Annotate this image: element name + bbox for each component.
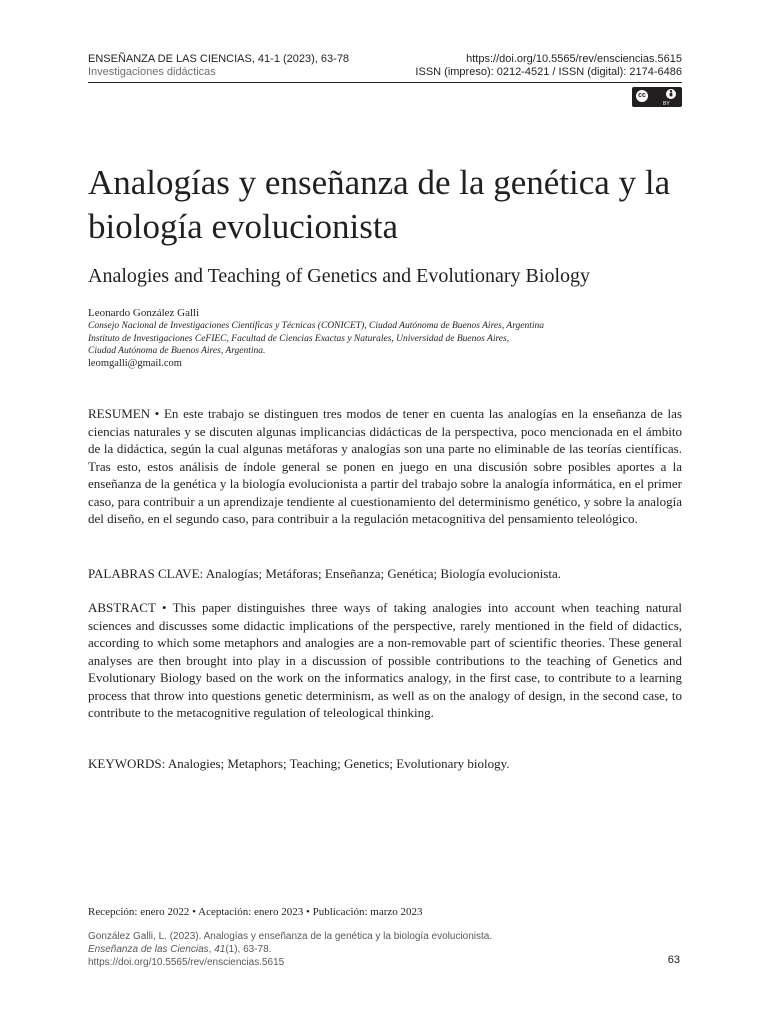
abstract-text: This paper distinguishes three ways of taking analogies into account when teaching natural sciences and discusses some didactic implications of the perspective, rarely mentioned in the field of didactics, according to which some metaphors and analogies are a non-removable part of scientific theories. These general analyses are then brought into play in a discussion of possible contributions to the teaching of Genetics and Evolutionary Biology based on the work on the informatics analogy, in the first case, to contribute to a learning process that throw into questions genetic determinism, as well as on the analogy of design, in the second case, to contribute to the metacognitive regulation of teleological thinking. <box>88 600 683 720</box>
issn-text: ISSN (impreso): 0212-4521 / ISSN (digital): 2174-6486 <box>415 66 682 78</box>
citation-journal: Enseñanza de las Ciencias <box>88 944 209 955</box>
publication-dates: Recepción: enero 2022 • Aceptación: enero 2023 • Publicación: marzo 2023 <box>88 906 423 918</box>
journal-header: ENSEÑANZA DE LAS CIENCIAS, 41-1 (2023), 63-78 <box>88 53 350 65</box>
article-subtitle: Analogies and Teaching of Genetics and Evolutionary Biology <box>88 265 591 287</box>
citation-separator: , <box>208 944 215 955</box>
abstract-paragraph <box>88 599 682 722</box>
affiliation-line-3: Ciudad Autónoma de Buenos Aires, Argentina. <box>88 346 266 356</box>
affiliation-line-1: Consejo Nacional de Investigaciones Científicas y Técnicas (CONICET), Ciudad Autónoma de Buenos Aires, Argentina <box>88 321 545 331</box>
palabras-clave-label: PALABRAS CLAVE: <box>88 566 204 581</box>
abstract-label: ABSTRACT • <box>88 600 167 615</box>
article-title: Analogías y enseñanza de la genética y la biología evolucionista <box>88 163 671 246</box>
keywords-text: Analogies; Metaphors; Teaching; Genetics; Evolutionary biology. <box>167 756 510 771</box>
header-divider <box>88 82 682 83</box>
palabras-clave-paragraph <box>88 565 682 583</box>
author-affiliation <box>88 320 648 358</box>
resumen-paragraph <box>88 405 682 528</box>
resumen-label: RESUMEN • <box>88 406 160 421</box>
author-email[interactable]: leomgalli@gmail.com <box>88 358 182 369</box>
by-mark: BY <box>663 101 670 107</box>
citation-doi-link[interactable]: https://doi.org/10.5565/rev/ensciencias.5615 <box>88 957 285 968</box>
citation-line-1: González Galli, L. (2023). Analogías y enseñanza de la genética y la biología evolucionista. <box>88 931 493 942</box>
citation-line-2 <box>88 943 492 956</box>
keywords-paragraph <box>88 755 682 773</box>
palabras-clave-text: Analogías; Metáforas; Enseñanza; Genética; Biología evolucionista. <box>205 566 562 581</box>
author-name: Leonardo González Galli <box>88 307 200 319</box>
doi-link[interactable]: https://doi.org/10.5565/rev/ensciencias.5615 <box>466 53 682 65</box>
section-label: Investigaciones didácticas <box>88 66 216 78</box>
citation-block <box>88 930 492 969</box>
page-number: 63 <box>667 954 680 966</box>
resumen-text: En este trabajo se distinguen tres modos de tener en cuenta las analogías en la enseñanza de las ciencias naturales y se discuten algunas implicancias didácticas de la perspectiva, poco mencionada en el ámbito de la didáctica, según la cual algunas metáforas y analogías son una parte no eliminable de las teorías científicas. Tras esto, estos análisis de índole general se ponen en juego en una discusión sobre posibles aportes a la enseñanza de la genética y la biología evolucionista a partir del trabajo sobre la analogía informática, en el primer caso, para contribuir a un aprendizaje tendiente al cuestionamiento del determinismo genético, y sobre la analogía del diseño, en el segundo caso, para contribuir a la regulación metacognitiva del pensamiento teleológico. <box>88 406 682 526</box>
affiliation-line-2: Instituto de Investigaciones CeFIEC, Facultad de Ciencias Exactas y Naturales, Universidad de Buenos Aires, <box>88 333 510 344</box>
keywords-label: KEYWORDS: <box>88 756 166 771</box>
cc-by-license-icon[interactable]: cc BY <box>632 87 682 107</box>
citation-pages: (1), 63-78. <box>225 944 272 955</box>
citation-volume: 41 <box>214 944 226 955</box>
